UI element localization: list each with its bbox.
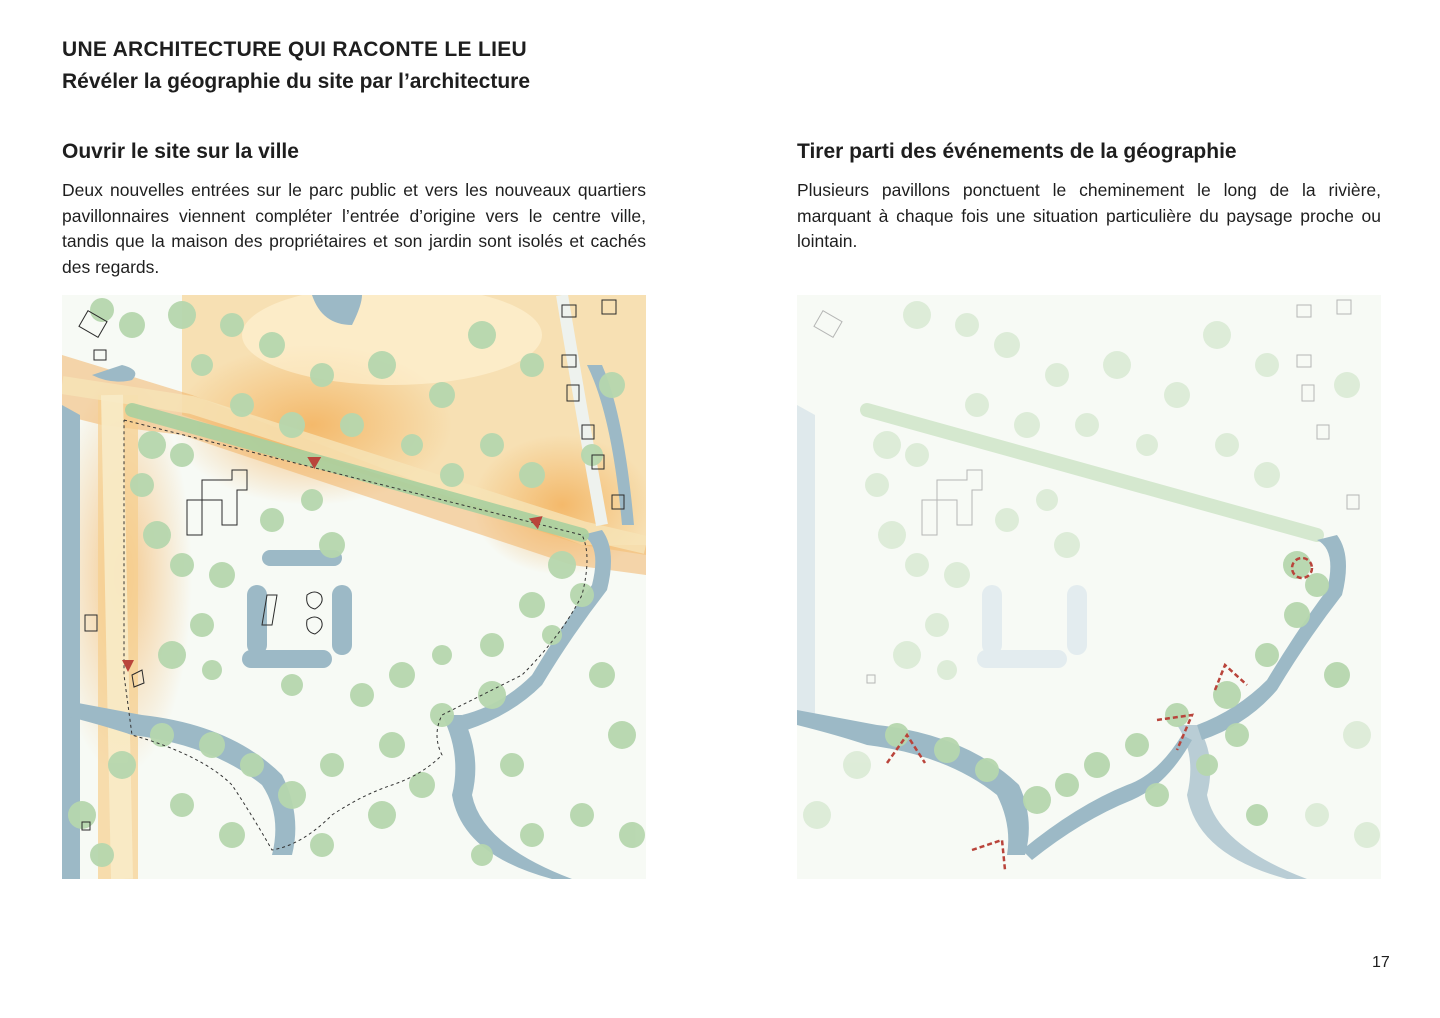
- page-subtitle: Révéler la géographie du site par l’architecture: [62, 70, 530, 93]
- left-body: Deux nouvelles entrées sur le parc public et vers les nouveaux quartiers pavillonnaires viennent compléter l’entrée d’origine vers le centre ville, tandis que la maison des propriétaires et son jardin sont isolés et cachés des regards.: [62, 180, 646, 277]
- right-body: Plusieurs pavillons ponctuent le cheminement le long de la rivière, marquant à chaque fois une situation particulière du paysage proche ou lointain.: [797, 180, 1381, 251]
- page-number: 17: [1372, 954, 1390, 971]
- page-header: [62, 36, 530, 96]
- site-plan-entrances-map: [62, 295, 646, 879]
- right-column-text: [797, 138, 1381, 255]
- site-plan-pavilions-map: [797, 295, 1381, 879]
- right-heading: Tirer parti des événements de la géographie: [797, 140, 1237, 163]
- left-column-text: [62, 138, 646, 280]
- left-heading: Ouvrir le site sur la ville: [62, 140, 299, 163]
- page-title: UNE ARCHITECTURE QUI RACONTE LE LIEU: [62, 38, 528, 61]
